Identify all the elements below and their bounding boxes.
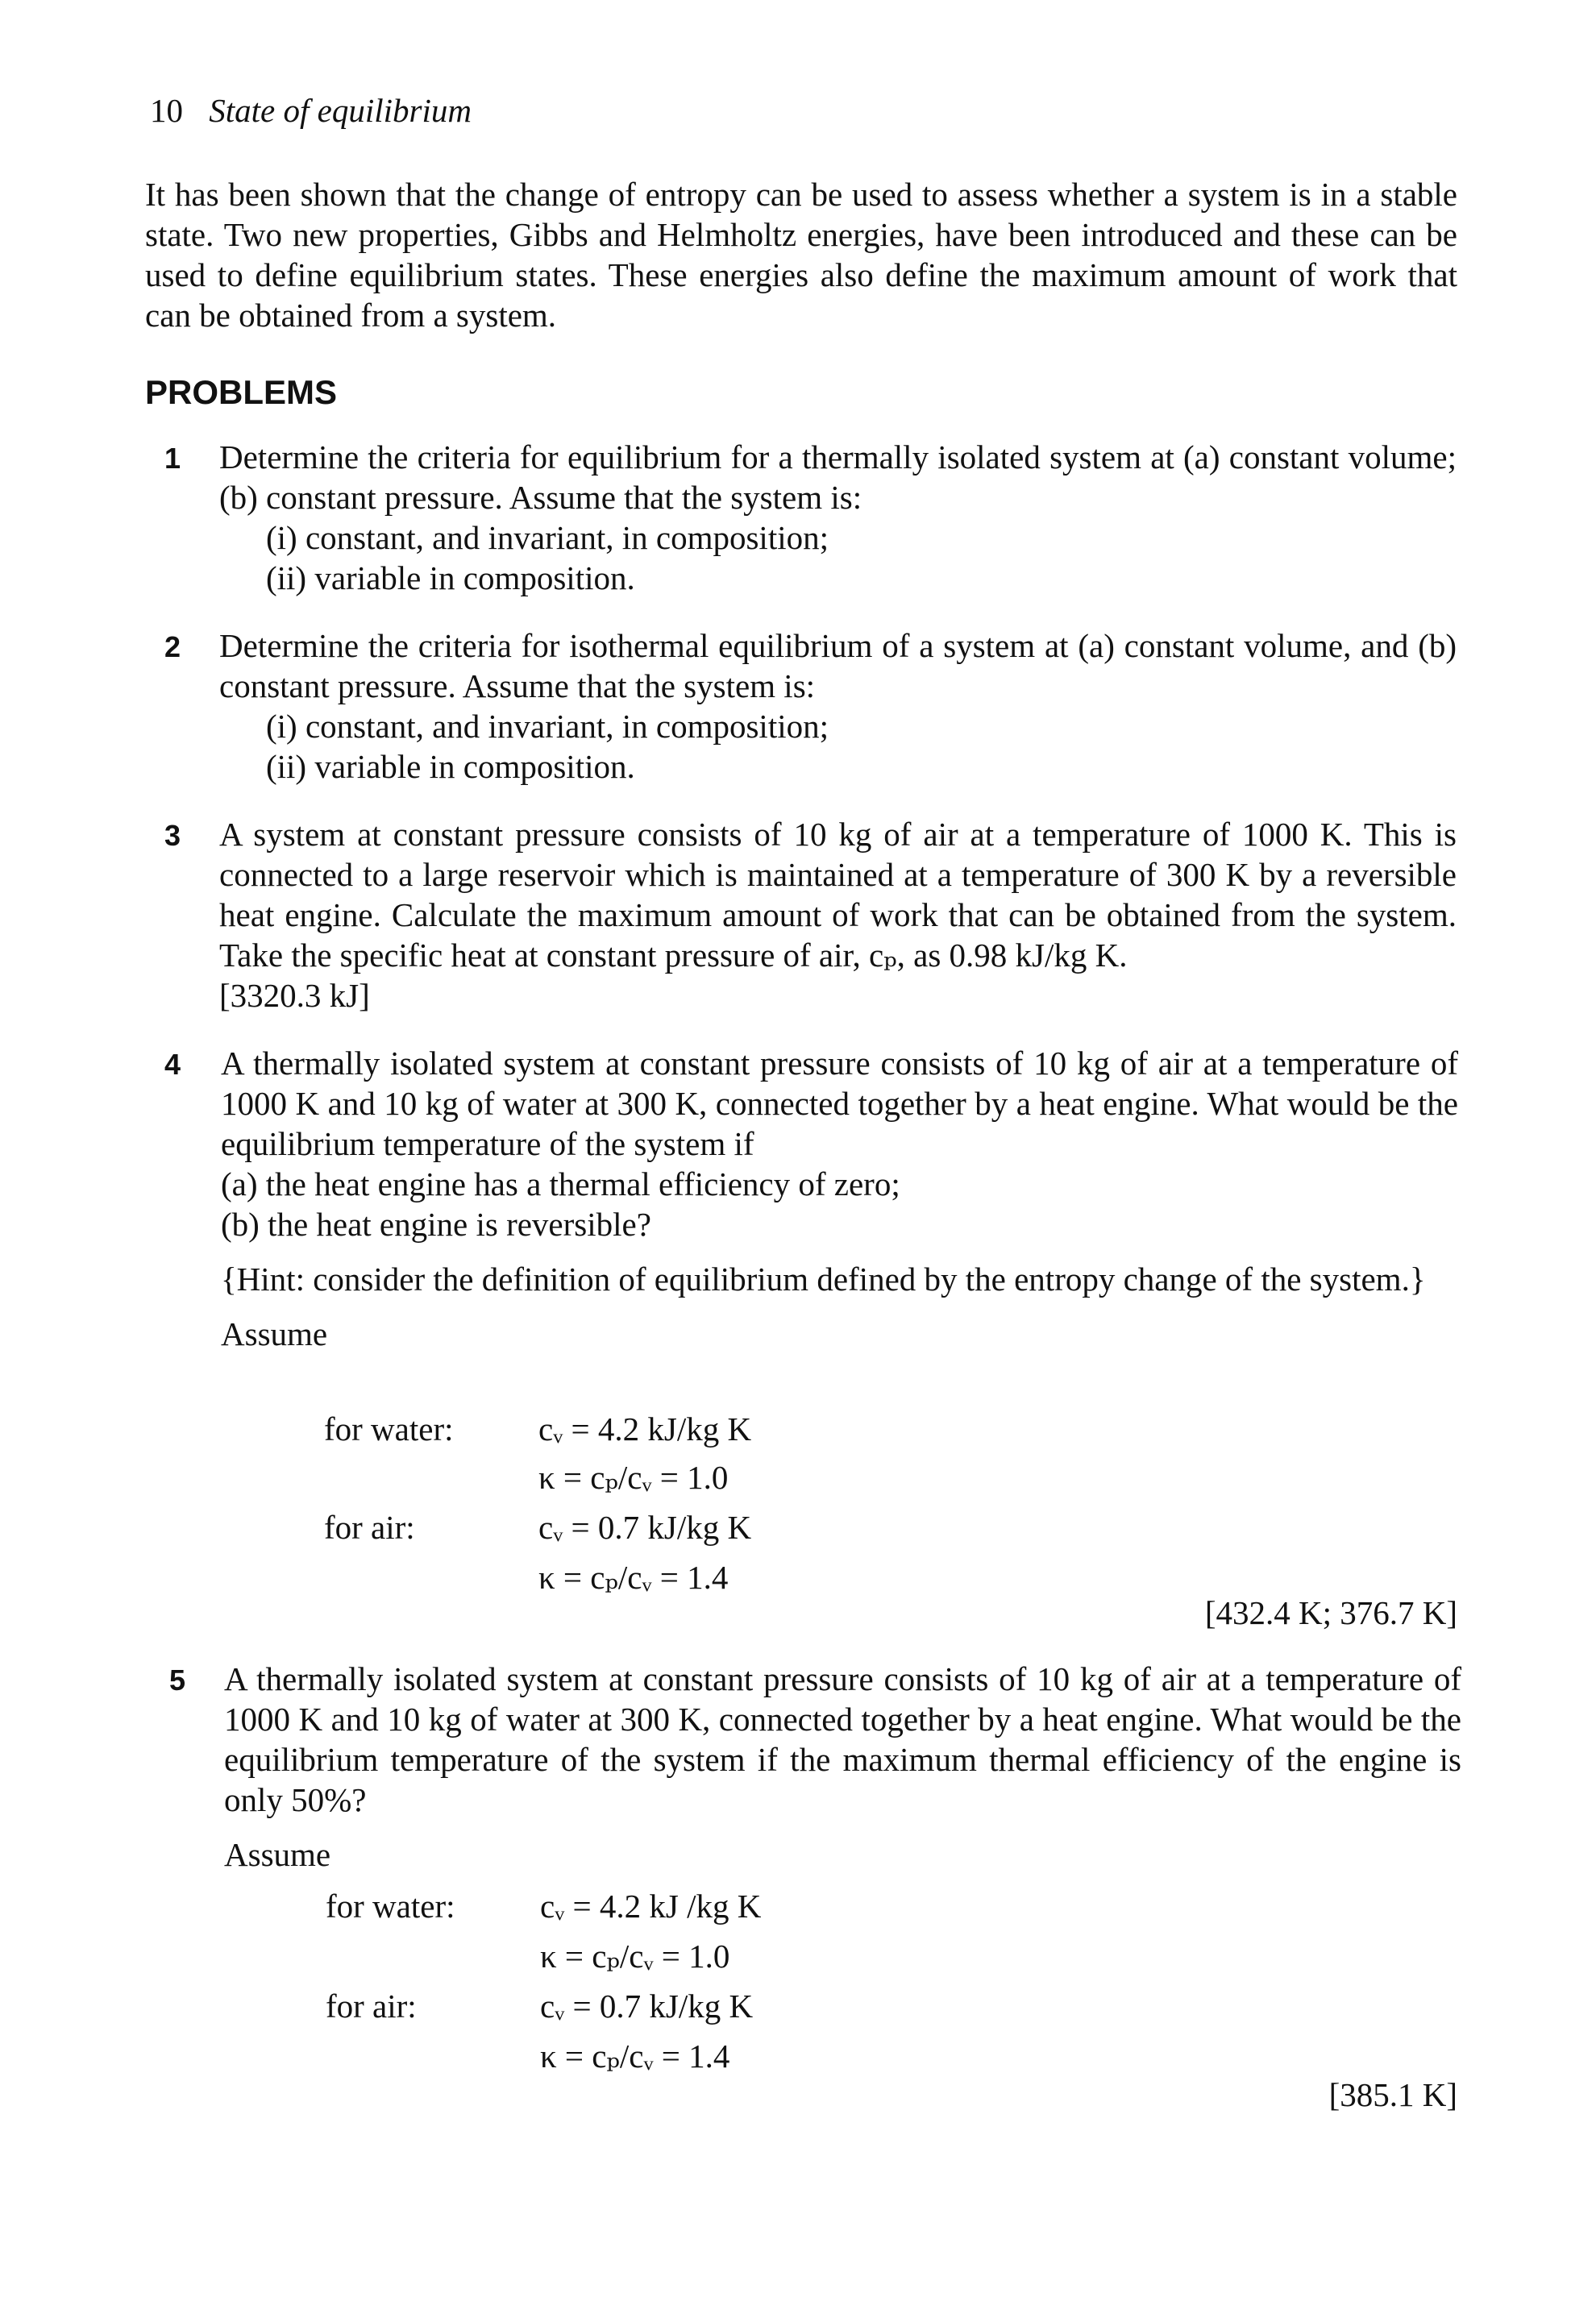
problem-text: Determine the criteria for isothermal equilibrium of a system at (a) constant volume, and (b) constant pressure. Assume that the system is: bbox=[219, 627, 1457, 704]
problem-text: A thermally isolated system at constant pressure consists of 10 kg of air at a temperature of 1000 K and 10 kg of water at 300 K, connected together by a heat engine. What would be the equilibrium temperature of the system if the maximum thermal efficiency of the engine is only 50%? bbox=[224, 1660, 1461, 1818]
data-expression: κ = cₚ/cᵥ = 1.0 bbox=[538, 1459, 729, 1496]
running-title: State of equilibrium bbox=[209, 92, 472, 129]
problem-answer: [385.1 K] bbox=[1328, 2076, 1457, 2113]
data-expression: cᵥ = 0.7 kJ/kg K bbox=[538, 1509, 752, 1546]
intro-section bbox=[145, 174, 1457, 335]
assume-label: Assume bbox=[224, 1836, 331, 1873]
data-expression: cᵥ = 0.7 kJ/kg K bbox=[540, 1988, 754, 2025]
problem-item: (ii) variable in composition. bbox=[266, 748, 635, 785]
problem-answer: [3320.3 kJ] bbox=[219, 977, 370, 1014]
problem-item: (i) constant, and invariant, in composition; bbox=[266, 519, 829, 556]
running-header bbox=[150, 90, 472, 131]
problem-1 bbox=[219, 437, 1457, 598]
problem-number: 4 bbox=[164, 1048, 181, 1081]
section-heading: PROBLEMS bbox=[145, 373, 338, 411]
problem-2 bbox=[219, 625, 1457, 787]
problem-5 bbox=[224, 1659, 1461, 1875]
assume-label: Assume bbox=[221, 1315, 328, 1352]
data-expression: κ = cₚ/cᵥ = 1.4 bbox=[540, 2037, 730, 2075]
problem-number: 3 bbox=[164, 819, 181, 852]
problem-4 bbox=[221, 1043, 1458, 1354]
problem-item: (i) constant, and invariant, in composition; bbox=[266, 708, 829, 745]
data-label: for air: bbox=[324, 1509, 415, 1546]
data-label: for water: bbox=[326, 1888, 455, 1925]
problem-number: 2 bbox=[164, 630, 181, 663]
data-label: for air: bbox=[326, 1988, 417, 2025]
data-expression: cᵥ = 4.2 kJ/kg K bbox=[538, 1410, 752, 1448]
problem-answer: [432.4 K; 376.7 K] bbox=[1204, 1594, 1457, 1631]
page-number: 10 bbox=[150, 92, 183, 129]
problem-text: A thermally isolated system at constant pressure consists of 10 kg of air at a temperature of 1000 K and 10 kg of water at 300 K, connected together by a heat engine. What would be the equilibrium temperature of the system if bbox=[221, 1045, 1458, 1162]
problem-item: (b) the heat engine is reversible? bbox=[221, 1206, 651, 1243]
data-expression: κ = cₚ/cᵥ = 1.0 bbox=[540, 1938, 730, 1975]
problem-item: (ii) variable in composition. bbox=[266, 559, 635, 596]
intro-paragraph: It has been shown that the change of entropy can be used to assess whether a system is in a stable state. Two new properties, Gibbs and Helmholtz energies, have been introduced and these can be used to define equilibrium states. These energies also define the maximum amount of work that can be obtained from a system. bbox=[145, 176, 1457, 334]
data-expression: κ = cₚ/cᵥ = 1.4 bbox=[538, 1559, 729, 1596]
problem-text: A system at constant pressure consists of 10 kg of air at a temperature of 1000 K. This is connected to a large reservoir which is maintained at a temperature of 300 K by a reversible heat engine. Calculate the maximum amount of work that can be obtained from the system. Take the specific heat at constant pressure of air, cₚ, as 0.98 kJ/kg K. bbox=[219, 816, 1457, 974]
problem-text: Determine the criteria for equilibrium for a thermally isolated system at (a) constant volume; (b) constant pressure. Assume that the system is: bbox=[219, 438, 1457, 516]
data-expression: cᵥ = 4.2 kJ /kg K bbox=[540, 1888, 762, 1925]
problem-item: (a) the heat engine has a thermal efficiency of zero; bbox=[221, 1165, 900, 1202]
data-label: for water: bbox=[324, 1410, 454, 1448]
problem-number: 5 bbox=[169, 1664, 186, 1697]
problem-3 bbox=[219, 814, 1457, 1016]
problem-hint: {Hint: consider the definition of equilibrium defined by the entropy change of the system.} bbox=[221, 1261, 1426, 1298]
problem-number: 1 bbox=[164, 442, 181, 475]
